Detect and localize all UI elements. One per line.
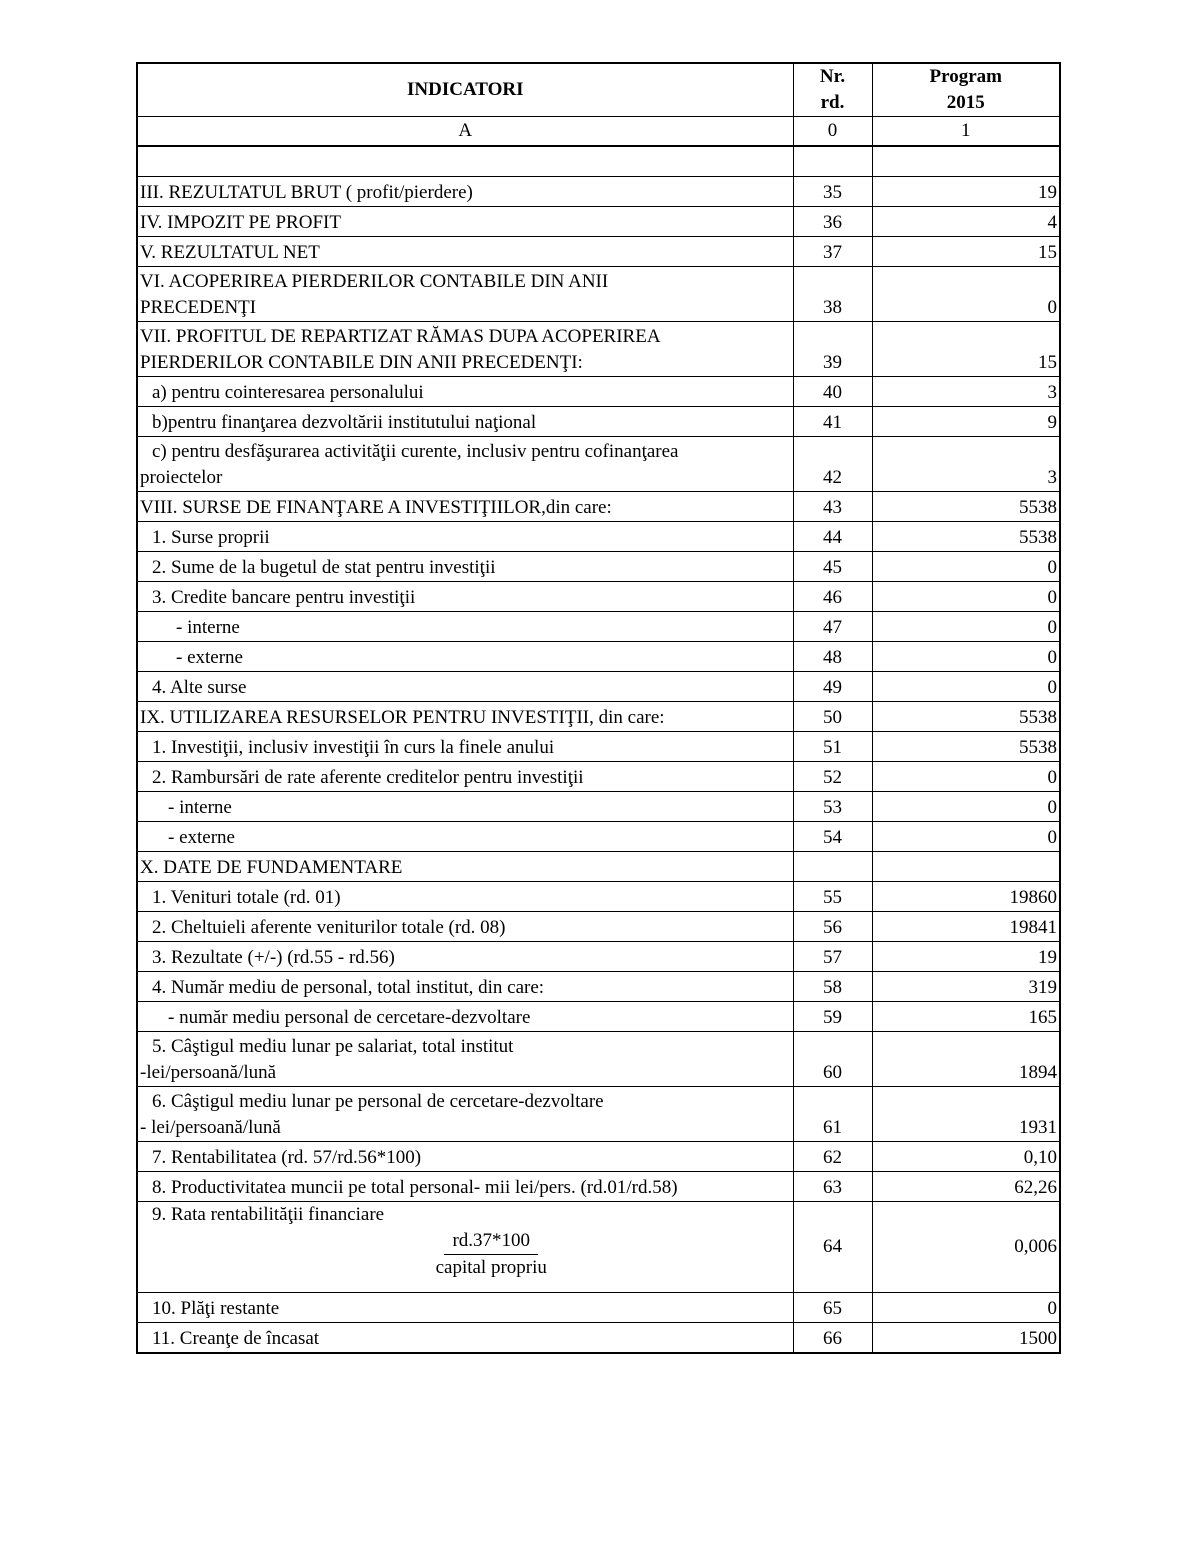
indicator-label: 1. Venituri totale (rd. 01) <box>137 882 793 912</box>
indicator-label <box>137 1032 793 1087</box>
program-value: 0 <box>872 267 1060 322</box>
indicator-label-line1: c) pentru desfăşurarea activităţii curente, inclusiv pentru cofinanţarea <box>152 441 679 462</box>
indicator-label: 4. Alte surse <box>137 672 793 702</box>
table-row <box>137 822 1060 852</box>
table-row <box>137 552 1060 582</box>
row-number: 42 <box>793 437 872 492</box>
header-program-line2: 2015 <box>946 92 985 113</box>
row-number: 39 <box>793 322 872 377</box>
blank-cell <box>872 146 1060 177</box>
blank-row <box>137 146 1060 177</box>
table-row <box>137 237 1060 267</box>
header-program-line1: Program <box>929 66 1002 87</box>
table-row <box>137 1087 1060 1142</box>
program-value: 319 <box>872 972 1060 1002</box>
indicator-label: 11. Creanţe de încasat <box>137 1323 793 1354</box>
indicator-label-line1: 9. Rata rentabilităţii financiare <box>152 1204 385 1225</box>
row-number: 56 <box>793 912 872 942</box>
header-nr-line1: Nr. <box>819 66 846 87</box>
row-number: 44 <box>793 522 872 552</box>
blank-cell <box>137 146 793 177</box>
program-value: 0 <box>872 552 1060 582</box>
table-row <box>137 1293 1060 1323</box>
program-value: 0 <box>872 612 1060 642</box>
row-number: 49 <box>793 672 872 702</box>
row-number: 35 <box>793 177 872 207</box>
indicator-label <box>137 1202 793 1293</box>
table-row <box>137 582 1060 612</box>
row-number: 62 <box>793 1142 872 1172</box>
table-row <box>137 407 1060 437</box>
row-number: 66 <box>793 1323 872 1354</box>
table-row <box>137 1032 1060 1087</box>
indicator-label-line2: PRECEDENŢI <box>140 297 257 318</box>
indicator-label: 8. Productivitatea muncii pe total personal- mii lei/pers. (rd.01/rd.58) <box>137 1172 793 1202</box>
program-value: 0 <box>872 582 1060 612</box>
indicator-label: X. DATE DE FUNDAMENTARE <box>137 852 793 882</box>
indicators-table <box>136 62 1061 1354</box>
table-row <box>137 702 1060 732</box>
indicator-label: VIII. SURSE DE FINANŢARE A INVESTIŢIILOR,din care: <box>137 492 793 522</box>
table-row <box>137 912 1060 942</box>
indicator-label: IV. IMPOZIT PE PROFIT <box>137 207 793 237</box>
indicator-label: V. REZULTATUL NET <box>137 237 793 267</box>
row-number: 54 <box>793 822 872 852</box>
indicator-label-line1: VII. PROFITUL DE REPARTIZAT RĂMAS DUPA ACOPERIREA <box>140 326 661 347</box>
indicator-label-line2: proiectelor <box>140 467 223 488</box>
indicator-label-line1: VI. ACOPERIREA PIERDERILOR CONTABILE DIN ANII <box>140 271 609 292</box>
table-row <box>137 942 1060 972</box>
indicator-label <box>137 437 793 492</box>
table-row <box>137 1002 1060 1032</box>
indicator-label: IX. UTILIZAREA RESURSELOR PENTRU INVESTIŢII, din care: <box>137 702 793 732</box>
table-row <box>137 972 1060 1002</box>
program-value: 0 <box>872 792 1060 822</box>
indicator-label: 2. Cheltuieli aferente veniturilor totale (rd. 08) <box>137 912 793 942</box>
row-number: 41 <box>793 407 872 437</box>
program-value: 165 <box>872 1002 1060 1032</box>
indicator-label: 2. Sume de la bugetul de stat pentru investiţii <box>137 552 793 582</box>
indicator-label: - număr mediu personal de cercetare-dezvoltare <box>137 1002 793 1032</box>
indicator-label: 1. Surse proprii <box>137 522 793 552</box>
table-row <box>137 207 1060 237</box>
table-row <box>137 852 1060 882</box>
program-value: 5538 <box>872 732 1060 762</box>
row-number: 65 <box>793 1293 872 1323</box>
indicator-label <box>137 1087 793 1142</box>
program-value: 3 <box>872 437 1060 492</box>
row-number: 53 <box>793 792 872 822</box>
fraction-denominator: capital propriu <box>435 1257 547 1278</box>
indicator-label-line2: - lei/persoană/lună <box>140 1117 281 1138</box>
program-value: 1500 <box>872 1323 1060 1354</box>
table-row <box>137 522 1060 552</box>
header-nr-rd <box>793 63 872 117</box>
row-number: 46 <box>793 582 872 612</box>
indicator-label <box>137 267 793 322</box>
program-value: 19 <box>872 177 1060 207</box>
indicator-label-line2: PIERDERILOR CONTABILE DIN ANII PRECEDENŢI: <box>140 352 583 373</box>
indicator-label: b)pentru finanţarea dezvoltării institutului naţional <box>137 407 793 437</box>
table-row <box>137 1142 1060 1172</box>
row-number: 38 <box>793 267 872 322</box>
table-row <box>137 267 1060 322</box>
table-row <box>137 377 1060 407</box>
program-value: 4 <box>872 207 1060 237</box>
program-value: 0 <box>872 672 1060 702</box>
header-program <box>872 63 1060 117</box>
row-number: 51 <box>793 732 872 762</box>
row-number: 47 <box>793 612 872 642</box>
program-value: 15 <box>872 237 1060 267</box>
table-row <box>137 672 1060 702</box>
blank-cell <box>793 146 872 177</box>
table-row <box>137 642 1060 672</box>
subheader-a: A <box>137 117 793 147</box>
program-value: 5538 <box>872 492 1060 522</box>
row-number: 55 <box>793 882 872 912</box>
row-number <box>793 852 872 882</box>
table-row <box>137 732 1060 762</box>
subheader-0: 0 <box>793 117 872 147</box>
table-row <box>137 762 1060 792</box>
table-row <box>137 882 1060 912</box>
table-row <box>137 1323 1060 1354</box>
row-number: 58 <box>793 972 872 1002</box>
table-row <box>137 792 1060 822</box>
program-value: 0,10 <box>872 1142 1060 1172</box>
row-number: 59 <box>793 1002 872 1032</box>
program-value: 1894 <box>872 1032 1060 1087</box>
program-value: 19841 <box>872 912 1060 942</box>
indicator-label: - interne <box>137 612 793 642</box>
row-number: 60 <box>793 1032 872 1087</box>
indicator-label: III. REZULTATUL BRUT ( profit/pierdere) <box>137 177 793 207</box>
indicator-label-line1: 5. Câştigul mediu lunar pe salariat, total institut <box>152 1036 514 1057</box>
row-number: 36 <box>793 207 872 237</box>
row-number: 40 <box>793 377 872 407</box>
program-value: 0 <box>872 642 1060 672</box>
header-nr-line2: rd. <box>820 92 845 113</box>
row-number: 57 <box>793 942 872 972</box>
table-row <box>137 177 1060 207</box>
indicator-label: - interne <box>137 792 793 822</box>
table-row <box>137 322 1060 377</box>
table-row <box>137 492 1060 522</box>
indicator-label <box>137 322 793 377</box>
indicator-label: 1. Investiţii, inclusiv investiţii în curs la finele anului <box>137 732 793 762</box>
program-value: 5538 <box>872 522 1060 552</box>
indicator-label: a) pentru cointeresarea personalului <box>137 377 793 407</box>
program-value: 9 <box>872 407 1060 437</box>
program-value: 0 <box>872 762 1060 792</box>
program-value: 0 <box>872 822 1060 852</box>
fraction-formula <box>152 1228 791 1281</box>
row-number: 64 <box>793 1202 872 1293</box>
program-value: 0,006 <box>872 1202 1060 1293</box>
table-row <box>137 1172 1060 1202</box>
row-number: 63 <box>793 1172 872 1202</box>
indicator-label: - externe <box>137 822 793 852</box>
program-value: 19860 <box>872 882 1060 912</box>
row-number: 43 <box>793 492 872 522</box>
table-row <box>137 612 1060 642</box>
indicator-label: - externe <box>137 642 793 672</box>
indicator-label: 10. Plăţi restante <box>137 1293 793 1323</box>
program-value: 15 <box>872 322 1060 377</box>
program-value: 19 <box>872 942 1060 972</box>
row-number: 37 <box>793 237 872 267</box>
row-number: 50 <box>793 702 872 732</box>
program-value: 5538 <box>872 702 1060 732</box>
program-value: 1931 <box>872 1087 1060 1142</box>
header-indicatori: INDICATORI <box>137 63 793 117</box>
row-number: 61 <box>793 1087 872 1142</box>
row-number: 45 <box>793 552 872 582</box>
indicator-label: 4. Număr mediu de personal, total institut, din care: <box>137 972 793 1002</box>
table-row <box>137 437 1060 492</box>
row-number: 48 <box>793 642 872 672</box>
fraction-numerator: rd.37*100 <box>444 1228 538 1255</box>
indicator-label: 3. Rezultate (+/-) (rd.55 - rd.56) <box>137 942 793 972</box>
indicator-label-line1: 6. Câştigul mediu lunar pe personal de cercetare-dezvoltare <box>152 1091 604 1112</box>
indicator-label-line2: -lei/persoană/lună <box>140 1062 277 1083</box>
indicator-label: 3. Credite bancare pentru investiţii <box>137 582 793 612</box>
program-value: 0 <box>872 1293 1060 1323</box>
subheader-1: 1 <box>872 117 1060 147</box>
program-value: 3 <box>872 377 1060 407</box>
indicator-label: 2. Rambursări de rate aferente creditelor pentru investiţii <box>137 762 793 792</box>
program-value: 62,26 <box>872 1172 1060 1202</box>
table-row <box>137 1202 1060 1293</box>
row-number: 52 <box>793 762 872 792</box>
indicator-label: 7. Rentabilitatea (rd. 57/rd.56*100) <box>137 1142 793 1172</box>
program-value <box>872 852 1060 882</box>
